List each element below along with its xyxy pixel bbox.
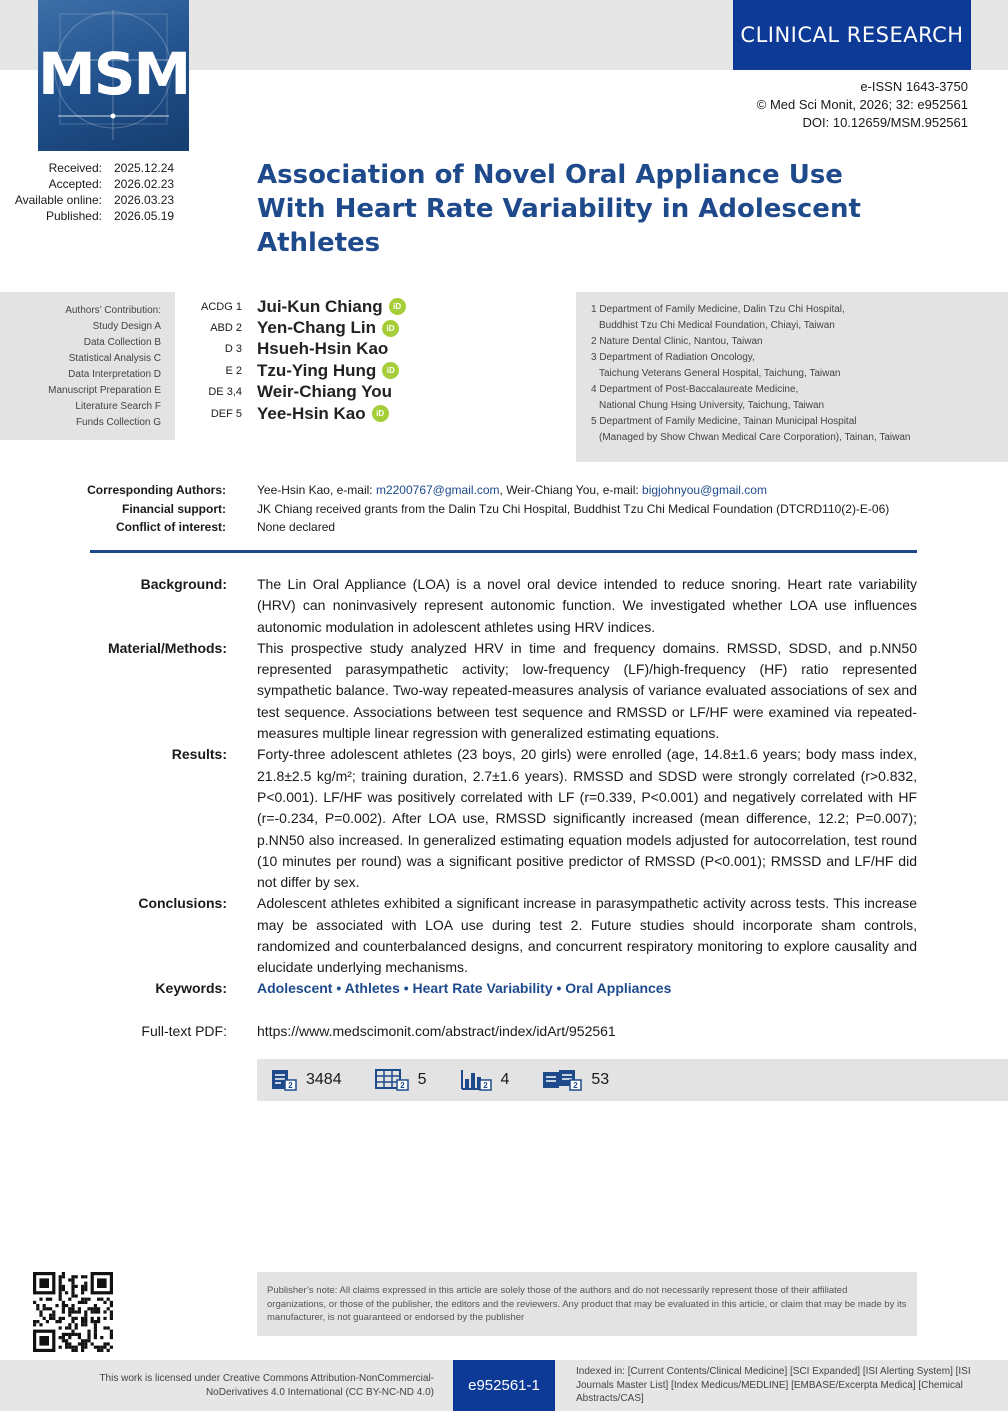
- stat-figures: 2 4: [460, 1069, 510, 1091]
- author-list: [180, 296, 406, 424]
- logo-text: MSM: [38, 40, 189, 108]
- abstract: [0, 574, 1008, 979]
- conflict-row: Conflict of interest: None declared: [116, 520, 336, 534]
- journal-meta: [757, 78, 968, 132]
- author-name[interactable]: Tzu-Ying Hung: [257, 360, 377, 380]
- date-row: Published: 2026.05.19: [45, 209, 175, 223]
- date-row: Accepted: 2026.02.23: [48, 177, 175, 191]
- author-row: ABD 2 Yen-Chang Lin iD: [180, 317, 406, 338]
- contributions-list: Authors’ Contribution: Study Design A Data Collection B Statistical Analysis C Data Interpretation D Manuscript Preparation E Literature Search F Funds Collection G: [48, 305, 161, 428]
- stat-references: 2 53: [542, 1069, 609, 1091]
- orcid-icon[interactable]: iD: [372, 405, 389, 422]
- abstract-methods: Material/Methods: This prospective study analyzed HRV in time and frequency domains. RMSSD, SDSD, and p.NN50 represented parasympathetic activity; low-frequency (LF)/high-frequency (HF) ratio represented sympathetic balance. Two-way repeated-measures analysis of variance evaluated associations of sex and test sequence. Associations between test sequence and RMSSD or LF/HF were examined via repeated-measures multiple linear regression with generalized estimating equations.: [107, 639, 917, 742]
- contributions-panel: [0, 292, 175, 440]
- author-row: D 3 Hsueh-Hsin Kao: [224, 339, 389, 359]
- abstract-background: Background: The Lin Oral Appliance (LOA) is a novel oral device intended to reduce snoring. Heart rate variability (HRV) can noninvasively represent autonomic function. We investigated whether LOA use influences autonomic modulation in adolescent athletes using HRV indices.: [140, 576, 917, 635]
- author-row: DEF 5 Yee-Hsin Kao iD: [180, 403, 406, 424]
- orcid-icon[interactable]: iD: [382, 320, 399, 337]
- page-identifier: e952561-1: [453, 1360, 555, 1411]
- keyword-links[interactable]: Adolescent • Athletes • Heart Rate Variability • Oral Appliances: [257, 980, 672, 996]
- svg-text:2: 2: [288, 1081, 293, 1090]
- author-name[interactable]: Yen-Chang Lin: [257, 318, 376, 338]
- license-text: This work is licensed under Creative Commons Attribution-NonCommercial-NoDerivatives 4.0 International (CC BY-NC-ND 4.0): [99, 1373, 434, 1398]
- stat-word-count: 2 3484: [271, 1069, 342, 1091]
- affiliations-panel: [576, 292, 1008, 462]
- fulltext-row: Full-text PDF: https://www.medscimonit.com/abstract/index/idArt/952561: [141, 1023, 616, 1039]
- affiliations-list: 1 Department of Family Medicine, Dalin Tzu Chi Hospital, Buddhist Tzu Chi Medical Foundation, Chiayi, Taiwan 2 Nature Dental Clinic, Nantou, Taiwan 3 Department of Radiation Oncology, Taichung Veterans General Hospital, Taichung, Taiwan 4 Department of Post-Baccalaureate Medicine, National Chung Hsing University, Taichung, Taiwan 5 Department of Family Medicine, Tainan Municipal Hospital (Managed by Show Chwan Medical Care Corporation), Tainan, Taiwan: [591, 304, 911, 443]
- indexing-list: Indexed in: [Current Contents/Clinical Medicine] [SCI Expanded] [ISI Alerting System] [ISI Journals Master List] [Index Medicus/MEDLINE] [EMBASE/Excerpta Medica] [Chemical Abstracts/CAS]: [576, 1366, 971, 1405]
- references-icon: [542, 1069, 582, 1091]
- article-stats: [257, 1059, 1008, 1101]
- orcid-icon[interactable]: iD: [382, 362, 399, 379]
- article-dates: [0, 160, 174, 224]
- svg-text:2: 2: [399, 1081, 405, 1090]
- svg-text:2: 2: [482, 1081, 488, 1090]
- date-row: Received: 2025.12.24: [48, 161, 175, 175]
- keywords-row: Keywords: Adolescent • Athletes • Heart Rate Variability • Oral Appliances: [155, 980, 672, 996]
- figures-icon: [460, 1069, 492, 1091]
- email-link[interactable]: bigjohnyou@gmail.com: [642, 483, 767, 497]
- doi[interactable]: DOI: 10.12659/MSM.952561: [802, 115, 968, 130]
- journal-logo[interactable]: [38, 0, 189, 151]
- stat-tables: 2 5: [375, 1069, 427, 1091]
- publisher-note: Publisher’s note: All claims expressed in this article are solely those of the authors and do not necessarily represent those of their affiliated organizations, or those of the publisher, the editors and the reviewers. Any product that may be evaluated in this article, or claim that may be made by its manufacturer, is not guaranteed or endorsed by the publisher: [257, 1272, 917, 1336]
- eissn: e-ISSN 1643-3750: [860, 79, 968, 94]
- section-label: CLINICAL RESEARCH: [733, 0, 971, 70]
- date-row: Available online: 2026.03.23: [14, 193, 175, 207]
- corresponding-row: Corresponding Authors: Yee-Hsin Kao, e-mail: m2200767@gmail.com, Weir-Chiang You, e-mail: bigjohnyou@gmail.com: [87, 483, 767, 497]
- author-row: ACDG 1 Jui-Kun Chiang iD: [180, 296, 406, 317]
- citation: © Med Sci Monit, 2026; 32: e952561: [756, 97, 968, 112]
- abstract-results: Results: Forty-three adolescent athletes (23 boys, 20 girls) were enrolled (age, 14.8±1.6 years; body mass index, 21.8±2.5 kg/m²; training duration, 2.7±1.6 years). RMSSD and SDSD were strongly correlated (r>0.832, P<0.001). LF/HF was positively correlated with LF (r=0.339, P<0.001) and negatively correlated with HF (r=-0.234, P=0.002). After LOA use, RMSSD significantly increased (mean difference, 12.2; P=0.007); p.NN50 also increased. In generalized estimating equation models adjusted for autocorrelation, test round (10 minutes per round) was a significant positive predictor of RMSSD (P<0.001); RMSSD and LF/HF did not differ by sex.: [171, 746, 917, 891]
- financial-row: Financial support: JK Chiang received grants from the Dalin Tzu Chi Hospital, Buddhist Tzu Chi Medical Foundation (DTCRD110(2)-E-06): [121, 501, 890, 516]
- author-name[interactable]: Hsueh-Hsin Kao: [257, 339, 389, 359]
- abstract-conclusions: Conclusions: Adolescent athletes exhibited a significant increase in parasympathetic activity across tests. This increase may be associated with LOA use during test 2. Future studies should incorporate sham controls, randomized and counterbalanced designs, and concurrent respiratory monitoring to explore causality and elucidate underlying mechanisms.: [138, 895, 917, 976]
- orcid-icon[interactable]: iD: [389, 298, 406, 315]
- author-name[interactable]: Jui-Kun Chiang: [257, 296, 383, 316]
- qr-code-icon[interactable]: [33, 1272, 113, 1352]
- author-row: DE 3,4 Weir-Chiang You: [208, 382, 393, 402]
- svg-text:2: 2: [573, 1081, 579, 1090]
- author-row: E 2 Tzu-Ying Hung iD: [180, 360, 406, 381]
- email-link[interactable]: m2200767@gmail.com: [375, 483, 500, 497]
- word-count-icon: [271, 1069, 297, 1091]
- section-divider: [90, 550, 917, 553]
- article-info: [0, 481, 1008, 537]
- author-name[interactable]: Yee-Hsin Kao: [257, 403, 366, 423]
- fulltext-link[interactable]: https://www.medscimonit.com/abstract/index/idArt/952561: [257, 1023, 616, 1039]
- tables-icon: [375, 1069, 409, 1091]
- author-name[interactable]: Weir-Chiang You: [257, 382, 393, 402]
- article-title: Association of Novel Oral Appliance Use With Heart Rate Variability in Adolescent Athletes: [257, 160, 861, 258]
